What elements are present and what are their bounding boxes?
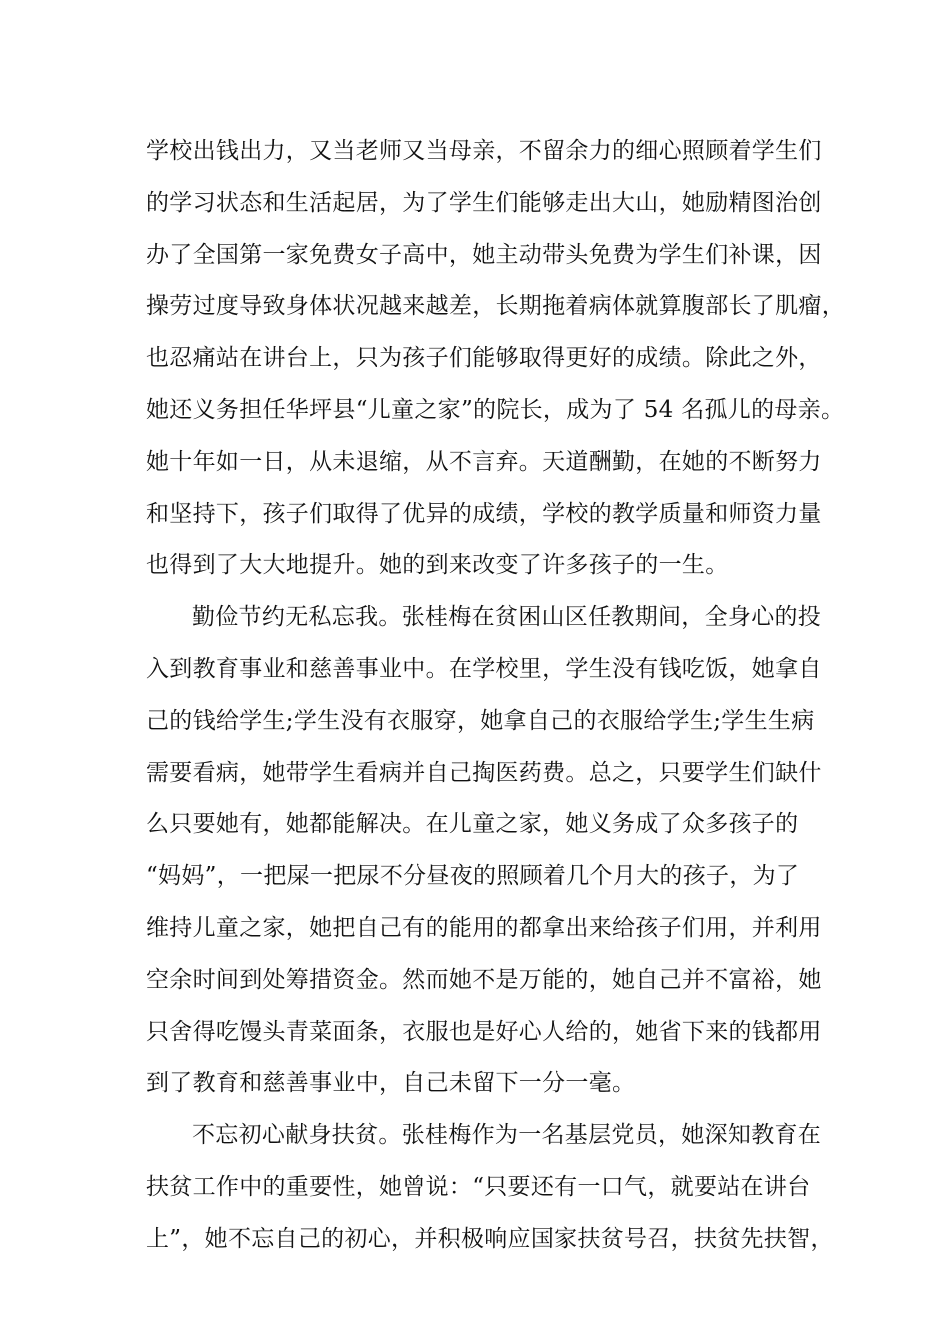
text-line: 到了教育和慈善事业中，自己未留下一分一毫。	[146, 1070, 636, 1097]
text-line-indented: 不忘初心献身扶贫。张桂梅作为一名基层党员，她深知教育在	[192, 1122, 822, 1149]
text-line: 只舍得吃馒头青菜面条，衣服也是好心人给的，她省下来的钱都用	[146, 1018, 822, 1045]
text-line: 己的钱给学生;学生没有衣服穿，她拿自己的衣服给学生;学生生病	[146, 707, 815, 734]
text-line: 入到教育事业和慈善事业中。在学校里，学生没有钱吃饭，她拿自	[146, 655, 822, 682]
paragraph-3	[146, 1110, 846, 1265]
text-line: 也忍痛站在讲台上，只为孩子们能够取得更好的成绩。除此之外，	[146, 345, 822, 372]
text-line: 维持儿童之家，她把自己有的能用的都拿出来给孩子们用，并利用	[146, 914, 822, 941]
text-line: 也得到了大大地提升。她的到来改变了许多孩子的一生。	[146, 552, 729, 579]
text-line: 操劳过度导致身体状况越来越差，长期拖着病体就算腹部长了肌瘤，	[146, 293, 845, 320]
paragraph-1	[146, 126, 846, 592]
text-line: 扶贫工作中的重要性，她曾说：“只要还有一口气，就要站在讲台	[146, 1173, 811, 1200]
text-line: 空余时间到处筹措资金。然而她不是万能的，她自己并不富裕，她	[146, 966, 822, 993]
text-line: 上”，她不忘自己的初心，并积极响应国家扶贫号召，扶贫先扶智，	[146, 1225, 834, 1252]
text-line: 需要看病，她带学生看病并自己掏医药费。总之，只要学生们缺什	[146, 759, 822, 786]
body-text	[146, 126, 846, 1266]
text-line: 和坚持下，孩子们取得了优异的成绩，学校的教学质量和师资力量	[146, 500, 822, 527]
text-line: 么只要她有，她都能解决。在儿童之家，她义务成了众多孩子的	[146, 811, 799, 838]
text-line: 办了全国第一家免费女子高中，她主动带头免费为学生们补课，因	[146, 241, 822, 268]
text-line: 的学习状态和生活起居，为了学生们能够走出大山，她励精图治创	[146, 189, 822, 216]
text-line: “妈妈”，一把屎一把尿不分昼夜的照顾着几个月大的孩子，为了	[146, 863, 800, 890]
text-line: 她十年如一日，从未退缩，从不言弃。天道酬勤，在她的不断努力	[146, 448, 822, 475]
text-line-indented: 勤俭节约无私忘我。张桂梅在贫困山区任教期间，全身心的投	[192, 604, 822, 631]
paragraph-2	[146, 592, 846, 1110]
text-line: 她还义务担任华坪县“儿童之家”的院长，成为了 54 名孤儿的母亲。	[146, 396, 845, 423]
text-line: 学校出钱出力，又当老师又当母亲，不留余力的细心照顾着学生们	[146, 138, 822, 164]
